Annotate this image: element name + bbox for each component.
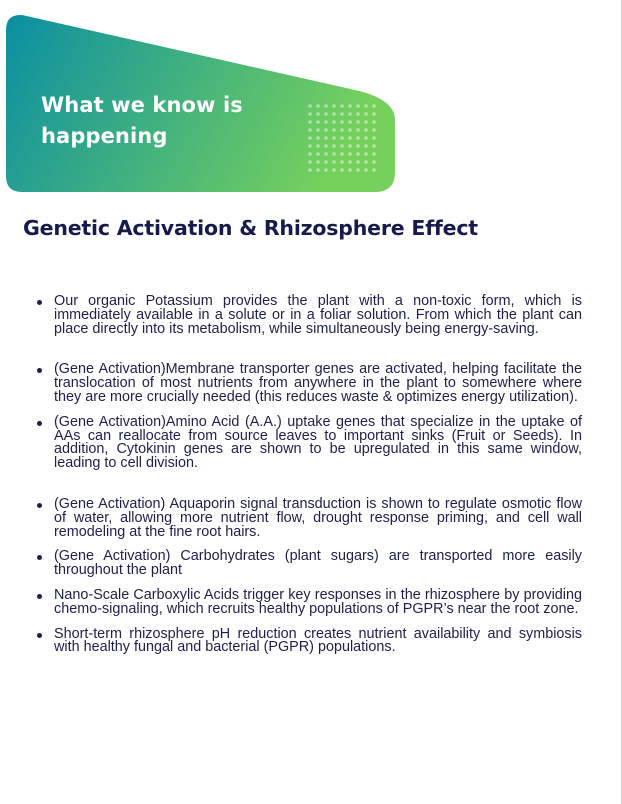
bullet-item: (Gene Activation) Aquaporin signal transduction is shown to regulate osmotic flow of water, allowing more nutrient flow, drought response priming, and cell wall remodeling at the fine root hairs. — [37, 498, 582, 539]
section-heading: Genetic Activation & Rhizosphere Effect — [23, 216, 478, 240]
bullet-item: (Gene Activation) Carbohydrates (plant sugars) are transported more easily throughout the plant — [37, 550, 582, 578]
decorative-dot-grid — [306, 102, 376, 174]
bullet-item: Nano-Scale Carboxylic Acids trigger key responses in the rhizosphere by providing chemo-signaling, which recruits healthy populations of PGPR’s near the root zone. — [37, 589, 582, 617]
bullet-item: Our organic Potassium provides the plant with a non-toxic form, which is immediately available in a solute or in a foliar solution. From which the plant can place directly into its metabolism, while simultaneously being energy-saving. — [37, 295, 582, 336]
bullet-list — [37, 295, 582, 655]
bullet-item: (Gene Activation)Amino Acid (A.A.) uptake genes that specialize in the uptake of AAs can reallocate from source leaves to important sinks (Fruit or Seeds). In addition, Cytokinin genes are shown to be upregulated in this same window, leading to cell division. — [37, 416, 582, 471]
bullet-item: Short-term rhizosphere pH reduction creates nutrient availability and symbiosis with healthy fungal and bacterial (PGPR) populations. — [37, 628, 582, 656]
bullet-item: (Gene Activation)Membrane transporter genes are activated, helping facilitate the translocation of most nutrients from anywhere in the plant to somewhere where they are more crucially needed (this reduces waste & optimizes energy utilization). — [37, 363, 582, 404]
title-banner — [0, 0, 400, 200]
banner-title: What we know is happening — [41, 93, 243, 148]
